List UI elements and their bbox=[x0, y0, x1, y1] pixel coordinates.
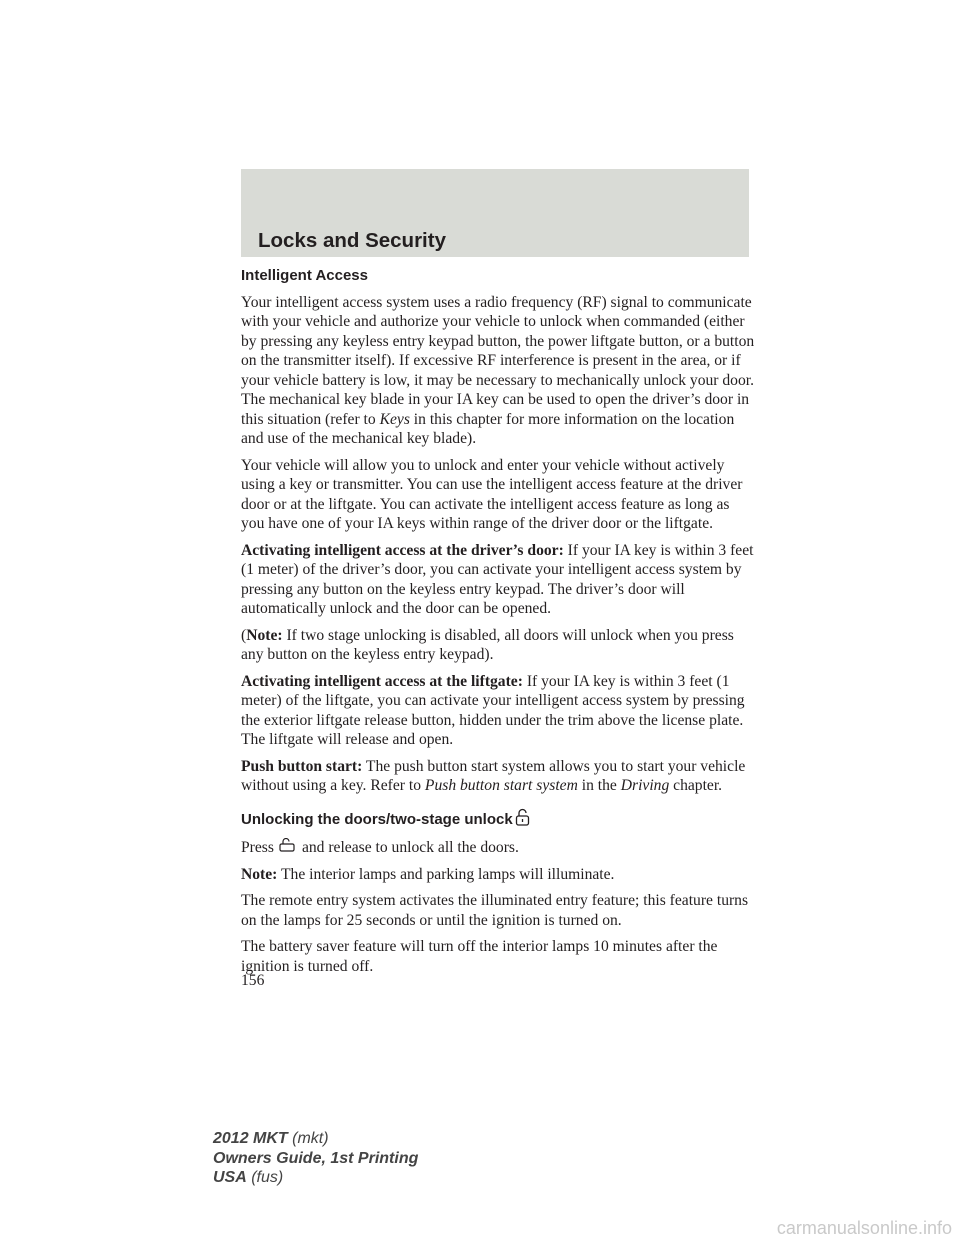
paragraph-press-unlock bbox=[241, 838, 756, 858]
unlock-icon bbox=[515, 808, 530, 832]
chapter-title: Locks and Security bbox=[258, 229, 446, 252]
page-content bbox=[241, 266, 756, 983]
paragraph-text: If your IA key is within 3 feet (1 meter) of the driver’s door, you can activate your intelligent access system by pressing any button on the keyless entry keypad. The driver’s door will automatically unlock and the door can be opened. bbox=[241, 541, 754, 617]
chapter-header-band bbox=[241, 169, 749, 257]
paragraph-note-two-stage bbox=[241, 626, 756, 665]
section-heading-unlocking bbox=[241, 808, 756, 832]
run-in-heading: Push button start: bbox=[241, 757, 363, 775]
paragraph-drivers-door bbox=[241, 541, 756, 619]
paragraph-text: chapter. bbox=[669, 777, 723, 794]
paragraph-battery-saver: The battery saver feature will turn off the interior lamps 10 minutes after the ignition is turned off. bbox=[241, 938, 718, 975]
paragraph-text: in the bbox=[577, 777, 621, 794]
paragraph-intro bbox=[241, 293, 756, 449]
paren: ( bbox=[241, 626, 247, 644]
paragraph-text: and release to unlock all the doors. bbox=[301, 839, 519, 856]
footer-line-model bbox=[213, 1129, 418, 1149]
paragraph-illuminated-entry: The remote entry system activates the illuminated entry feature; this feature turns on the lamps for 25 seconds or until the ignition is turned on. bbox=[241, 892, 749, 929]
cross-reference-driving: Driving bbox=[620, 777, 670, 794]
cross-reference-keys: Keys bbox=[379, 410, 410, 428]
paragraph-text: Your intelligent access system uses a radio frequency (RF) signal to communicate with your vehicle and authorize your vehicle to unlock when commanded (either by pressing any keyless entry keypad button, the power liftgate button, or a button on the transmitter itself). If excessive RF interference is present in the area, or if your vehicle battery is low, it may be necessary to mechanically unlock your door. The mechanical key blade in your IA key can be used to open the driver’s door in this situation (refer to bbox=[241, 293, 755, 428]
paragraph-text: in this chapter for more information on the location and use of the mechanical key blade). bbox=[241, 410, 735, 447]
paragraph-text: Press bbox=[241, 839, 274, 856]
watermark: carmanualsonline.info bbox=[776, 1218, 952, 1238]
footer-line-guide: Owners Guide, 1st Printing bbox=[213, 1149, 419, 1167]
footer-market: USA bbox=[213, 1169, 247, 1186]
paragraph-text: The interior lamps and parking lamps will illuminate. bbox=[277, 865, 615, 883]
paragraph-vehicle-unlock: Your vehicle will allow you to unlock and enter your vehicle without actively using a key or transmitter. You can use the intelligent access feature at the driver door or at the liftgate. You can activate the intelligent access feature as long as you have one of your IA keys within range of the driver door or the liftgate. bbox=[241, 456, 743, 532]
run-in-heading: Activating intelligent access at the driver’s door: bbox=[241, 541, 564, 559]
paragraph-push-button-start bbox=[241, 757, 756, 796]
paragraph-liftgate bbox=[241, 672, 756, 750]
note-label: Note: bbox=[246, 626, 283, 644]
page-number: 156 bbox=[241, 972, 265, 989]
footer-model-code: (mkt) bbox=[287, 1130, 329, 1147]
unlock-button-icon bbox=[278, 838, 298, 858]
footer-model: 2012 MKT bbox=[213, 1130, 288, 1147]
run-in-heading: Activating intelligent access at the liftgate: bbox=[241, 672, 523, 690]
heading-text: Unlocking the doors/two-stage unlock bbox=[241, 810, 513, 828]
paragraph-text: If two stage unlocking is disabled, all doors will unlock when you press any button on the keyless entry keypad). bbox=[241, 626, 734, 663]
section-heading-intelligent-access: Intelligent Access bbox=[241, 267, 368, 284]
note-label: Note: bbox=[241, 865, 278, 883]
footer-market-code: (fus) bbox=[246, 1169, 284, 1186]
paragraph-text: The push button start system allows you to start your vehicle without using a key. Refer to bbox=[241, 757, 746, 794]
paragraph-note-lamps bbox=[241, 865, 756, 885]
print-footer bbox=[213, 1129, 418, 1188]
footer-line-market bbox=[213, 1168, 418, 1188]
paragraph-text: If your IA key is within 3 feet (1 meter) of the liftgate, you can activate your intelligent access system by pressing the exterior liftgate release button, hidden under the trim above the license plate. The liftgate will release and open. bbox=[241, 672, 745, 748]
cross-reference-push-button: Push button start system bbox=[424, 777, 578, 794]
